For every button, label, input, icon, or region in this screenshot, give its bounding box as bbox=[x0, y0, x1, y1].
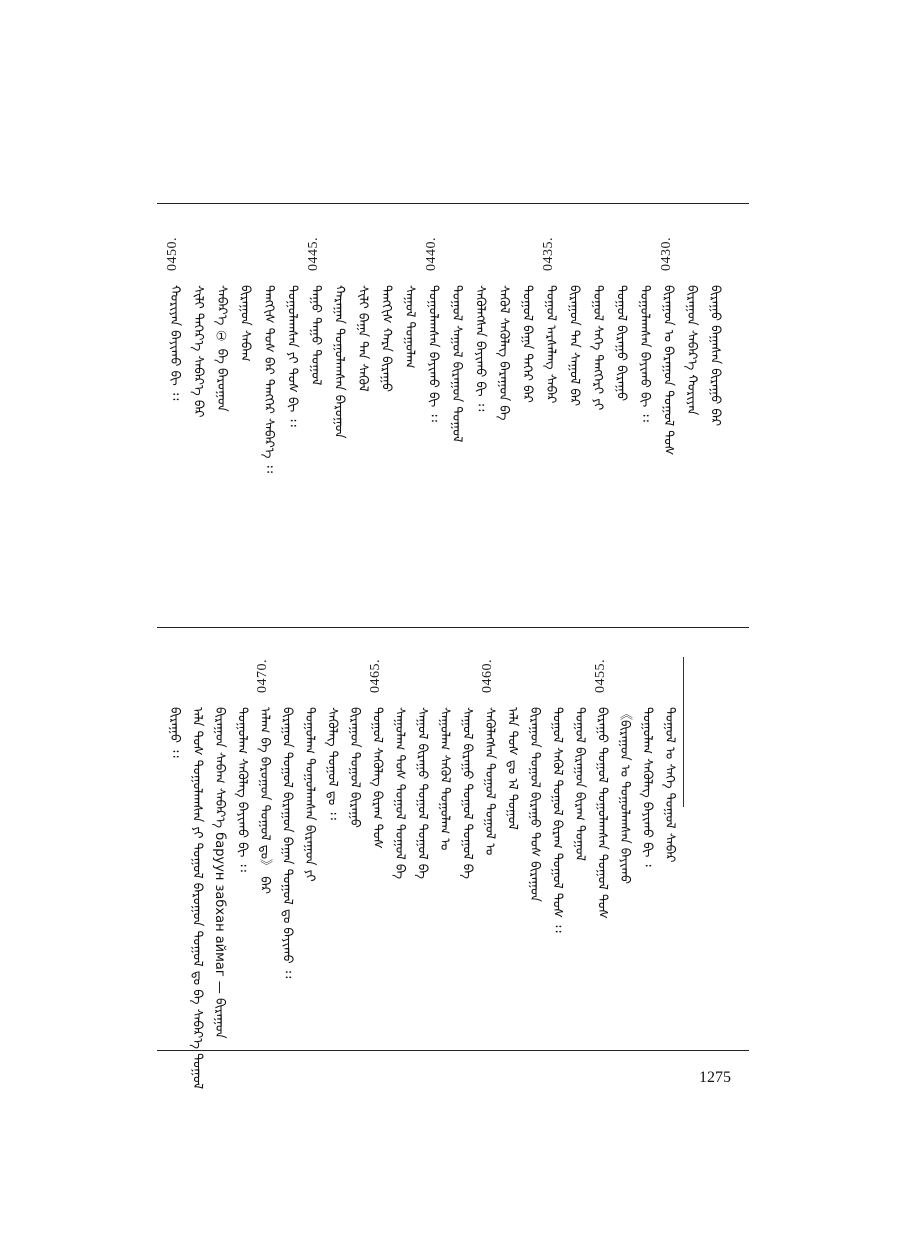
verse-line: ᠰᠡᠭᠦᠯᠡᠭᠰᠡᠨ ᠲᠤᠭᠤᠯ ᠲᠤᠭᠤᠯ ᠤ bbox=[482, 707, 497, 856]
verse-line: ᠲᠡᠩᠭᠢᠰ ᠬᠠᠷᠠ ᠪᠢᠷᠠᠭᠤ bbox=[378, 285, 394, 393]
verse-line-number: 0430. bbox=[658, 237, 674, 271]
verse-line: ᠪᠢᠷᠠᠭᠤ ᠪᠠᠭᠠᠰᠠᠨ ᠪᠢᠷᠠᠭᠤ ᠪᠡᠷ bbox=[707, 285, 723, 427]
verse-line: ᠰᠠᠭᠤᠯ ᠪᠢᠷᠠᠭᠤ ᠲᠤᠭᠤᠯ ᠲᠤᠭᠤᠯ ᠪᠡ bbox=[459, 707, 475, 879]
verse-line-number: 0455. bbox=[592, 659, 608, 693]
verse-line: ᠪᠢᠷᠠᠭᠤᠨ ᠲᠠᠨ ᠰᠠᠭᠤᠯ ᠪᠡᠷ bbox=[566, 285, 582, 407]
verse-line: ᠰᠡᠪᠡᠷ᠎ᠡ ① ᠪᠡ ᠪᠠᠷᠤᠭᠤᠨ bbox=[214, 285, 229, 412]
verse-line: ᠰᠡᠭᠦᠯᠡᠭᠰᠡᠨ ᠪᠠᠶᠢᠬᠤ ᠪᠢ ᠄᠄ bbox=[472, 285, 488, 412]
verse-line: ᠰᠠᠭᠤᠯ ᠲᠤᠭᠤᠯᠠᠭ bbox=[402, 285, 417, 369]
verse-line-number: 0445. bbox=[306, 237, 321, 271]
verse-line-number: 0465. bbox=[367, 659, 383, 693]
verse-line: ᠰᠢᠯᠢ ᠳᠡᠭᠡᠷ᠎ᠡ ᠰᠡᠪᠡᠷ᠎ᠡ ᠪᠡᠷ bbox=[190, 285, 206, 418]
verse-line: ᠰᠡᠭᠦᠯ ᠰᠡᠭᠦᠯᠡᠭ ᠪᠠᠷᠠᠭᠤᠨ ᠪᠡ bbox=[496, 285, 511, 421]
verse-line: ᠰᠢᠯᠢ ᠪᠠᠭᠠ ᠲᠠᠨ ᠰᠡᠭᠦᠯ bbox=[355, 285, 370, 392]
footnote-separator bbox=[683, 657, 684, 807]
verse-line: ᠲᠤᠭᠤᠯ ᠰᠡᠭᠦᠯ ᠲᠤᠭᠤᠯ ᠪᠢᠷᠠᠭ ᠲᠤᠭᠤᠯ ᠲᠤᠰ ᠄᠄ bbox=[549, 707, 565, 933]
verse-line: ᠠᠯᠠ ᠲᠤᠰ ᠲᠤᠭᠤᠯᠠᠭᠰᠠᠨ ᠶᠢ ᠲᠤᠭᠤᠯ ᠪᠠᠷᠤᠭᠤᠨ ᠲᠤᠭᠤᠯ ᠳᠤ ᠪᠡ ᠰᠡᠪᠡᠷ᠎ᠡ ᠲᠤᠭᠤᠯ bbox=[189, 707, 205, 1090]
bottom-rule bbox=[157, 1050, 749, 1051]
verse-line: ᠪᠢᠷᠠᠭᠤ ᠲᠤᠭᠤᠯ ᠲᠤᠭᠤᠯᠠᠭᠰᠠᠨ ᠲᠤᠭᠤᠯ ᠲᠤᠰ bbox=[594, 707, 610, 920]
verse-line: ᠲᠤᠭᠤᠯᠠᠭᠰᠠᠨ ᠪᠠᠶᠢᠬᠤ ᠪᠢ ᠄᠄ bbox=[425, 285, 441, 422]
verse-line: ᠪᠢᠷᠠᠭᠤᠨ ᠰᠡᠪᠡᠷ᠎ᠡ ᠬᠣᠷᠢᠶᠠᠨ bbox=[684, 285, 699, 416]
verse-line: ᠲᠤᠭᠤᠯᠠᠭᠰᠠᠨ ᠶᠢ ᠲᠤᠰ ᠪᠢ ᠄᠄ bbox=[284, 285, 300, 427]
page-number: 1275 bbox=[699, 1069, 731, 1086]
verse-line: ᠰᠡᠭᠦᠯᠡᠭ ᠲᠤᠭᠤᠯ ᠳᠤ ᠄᠄ bbox=[324, 707, 340, 820]
verse-line-number: 0470. bbox=[255, 659, 270, 693]
verse-line: ᠲᠤᠭᠤᠯ ᠪᠢᠷᠠᠭᠤᠨ ᠪᠢᠷᠠᠭ ᠲᠤᠭᠤᠯ bbox=[572, 707, 587, 861]
verse-line: ᠠᠯᠠ ᠲᠤᠰ ᠳᠤ ᠡᠯ ᠲᠤᠭᠤᠯ bbox=[504, 707, 520, 830]
verse-line: ᠰᠠᠭᠤᠯᠠᠭ ᠰᠡᠭᠦᠯ ᠲᠤᠭᠤᠯᠠᠭ ᠤ bbox=[437, 707, 452, 851]
verse-line: ᠲᠤᠭᠤᠯ ᠤ ᠰᠡᠭᠡ ᠲᠤᠭᠤᠯ ᠰᠡᠪᠡᠷ bbox=[662, 707, 677, 863]
verse-line-number: 0460. bbox=[480, 659, 495, 693]
verse-line: ᠲᠤᠭᠤᠯᠠᠭ ᠲᠤᠭᠤᠯᠠᠭᠰᠠᠨ ᠪᠢᠷᠠᠭᠤᠨ ᠶᠢ bbox=[302, 707, 317, 882]
top-rule bbox=[157, 203, 749, 204]
footnote-text: ᠪᠢᠷᠠᠭᠤᠨ ᠰᠠᠪᠠᠭ ᠰᠡᠪᠡᠷ᠎ᠡ баруун забхан аймаг — ᠪᠢᠷᠠᠭᠤᠨ bbox=[212, 707, 227, 1039]
verse-line: ᠪᠢᠷᠠᠭᠤᠨ ᠤ ᠪᠠᠷᠠᠭᠤᠨ ᠲᠤᠭᠤᠯ ᠲᠤᠰ bbox=[660, 285, 676, 456]
verse-line: ᠬᠣᠷᠢᠶᠠᠨ ᠪᠠᠶᠢᠬᠤ ᠪᠢ ᠄᠄ bbox=[167, 285, 182, 401]
verse-line: ᠪᠢᠷᠠᠭᠤᠨ ᠰᠠᠪᠠᠭ bbox=[237, 285, 253, 362]
verse-line: ᠲᠤᠭᠤᠯ ᠪᠠᠭᠠ ᠲᠡᠭᠡᠷ ᠪᠡᠷ bbox=[519, 285, 535, 403]
verse-line: ᠠᠯᠠᠭ ᠪᠡ ᠪᠠᠷᠤᠭᠤᠨ ᠲᠤᠭᠤᠯ ᠳᠤ》 ᠪᠡᠷ bbox=[257, 707, 272, 895]
verse-line: ᠲᠤᠭᠤᠯᠠᠭ ᠰᠡᠭᠦᠯᠡᠭ ᠪᠠᠶᠢᠬᠤ ᠪᠢ ᠄᠄ bbox=[234, 707, 250, 872]
verse-line: ᠰᠠᠭᠤᠯ ᠪᠢᠷᠠᠭᠤ ᠲᠤᠭᠤᠯ ᠲᠤᠭᠤᠯ ᠪᠡ bbox=[414, 707, 430, 879]
verse-line: ᠪᠢᠷᠠᠭᠤᠨ ᠲᠤᠭᠤᠯ ᠪᠢᠷᠠᠭᠤᠨ ᠪᠠᠭᠠᠨ ᠲᠤᠭᠤᠯ ᠳᠤ ᠪᠠᠶᠢᠬᠤ ᠄᠄ bbox=[279, 707, 295, 979]
verse-line: ᠪᠢᠷᠠᠭᠤᠨ ᠲᠤᠭᠤᠯ ᠪᠢᠷᠠᠭᠤ bbox=[347, 707, 362, 828]
verse-line: ᠲᠤᠭᠤᠯ ᠰᠡᠭᠡ ᠲᠡᠩᠭᠡᠷᠢ ᠶᠢ bbox=[590, 285, 605, 411]
verse-line: 《ᠪᠢᠷᠠᠭᠤᠨ ᠤ ᠲᠤᠭᠤᠯᠠᠭᠰᠠᠨ ᠪᠠᠶᠢᠬᠤ bbox=[617, 707, 632, 884]
verse-line: ᠲᠡᠩᠭᠢᠰ ᠲᠤᠰ ᠪᠡᠷ ᠲᠡᠩᠭᠡᠷ ᠰᠡᠪᠡᠷ᠎ᠡ ᠄᠄ bbox=[261, 285, 276, 474]
verse-line-number: 0435. bbox=[541, 237, 556, 271]
verse-line-number: 0450. bbox=[165, 237, 180, 271]
verse-line: ᠪᠢᠷᠠᠭᠤᠨ ᠲᠤᠭᠤᠯ ᠪᠢᠷᠠᠭᠤ ᠲᠤᠰ ᠪᠢᠷᠠᠭᠤᠨ bbox=[527, 707, 542, 902]
verse-line: ᠲᠤᠭᠤᠯ ᠪᠢᠷᠠᠭᠤ ᠪᠢᠷᠠᠭᠤ bbox=[613, 285, 629, 402]
verse-line: ᠲᠤᠭᠤᠯᠠᠭᠰᠠᠨ ᠪᠠᠶᠢᠬᠤ ᠪᠢ ᠄᠄ bbox=[637, 285, 652, 422]
middle-rule bbox=[157, 627, 749, 628]
verse-line: ᠳᠠᠭᠤ ᠳᠠᠭᠤ ᠲᠤᠭᠤᠯ bbox=[308, 285, 323, 386]
verse-line: ᠰᠠᠭᠤᠯᠠᠭ ᠲᠤᠰ ᠲᠤᠭᠤᠯ ᠲᠤᠭᠤᠯ ᠪᠡ bbox=[392, 707, 407, 880]
verse-line: ᠪᠢᠷᠠᠭᠤ ᠄᠄ bbox=[167, 707, 182, 758]
verse-line: ᠲᠤᠭᠤᠯ ᠰᠡᠭᠦᠯᠡᠭ ᠪᠢᠷᠠᠭ ᠲᠤᠰ bbox=[369, 707, 385, 849]
verse-line: ᠲᠤᠭᠤᠯ ᠰᠠᠭᠤᠯ ᠪᠢᠷᠠᠭᠤᠨ ᠲᠤᠭᠤᠯ bbox=[449, 285, 464, 443]
verse-line-number: 0440. bbox=[423, 237, 439, 271]
verse-line: ᠬᠠᠷᠠᠭᠠᠨ ᠲᠤᠭᠤᠯᠠᠭᠰᠠᠨ ᠪᠠᠷᠤᠭᠤᠨ bbox=[331, 285, 347, 439]
verse-line: ᠲᠤᠭᠤᠯᠠᠭ ᠰᠡᠭᠦᠯᠡᠭ ᠪᠠᠶᠢᠬᠤ ᠪᠢ ᠄ bbox=[639, 707, 655, 867]
verse-line: ᠲᠤᠭᠤᠯ ᠠᠷᠰᠠᠯᠠᠩ ᠰᠡᠪᠡᠷ bbox=[543, 285, 558, 404]
